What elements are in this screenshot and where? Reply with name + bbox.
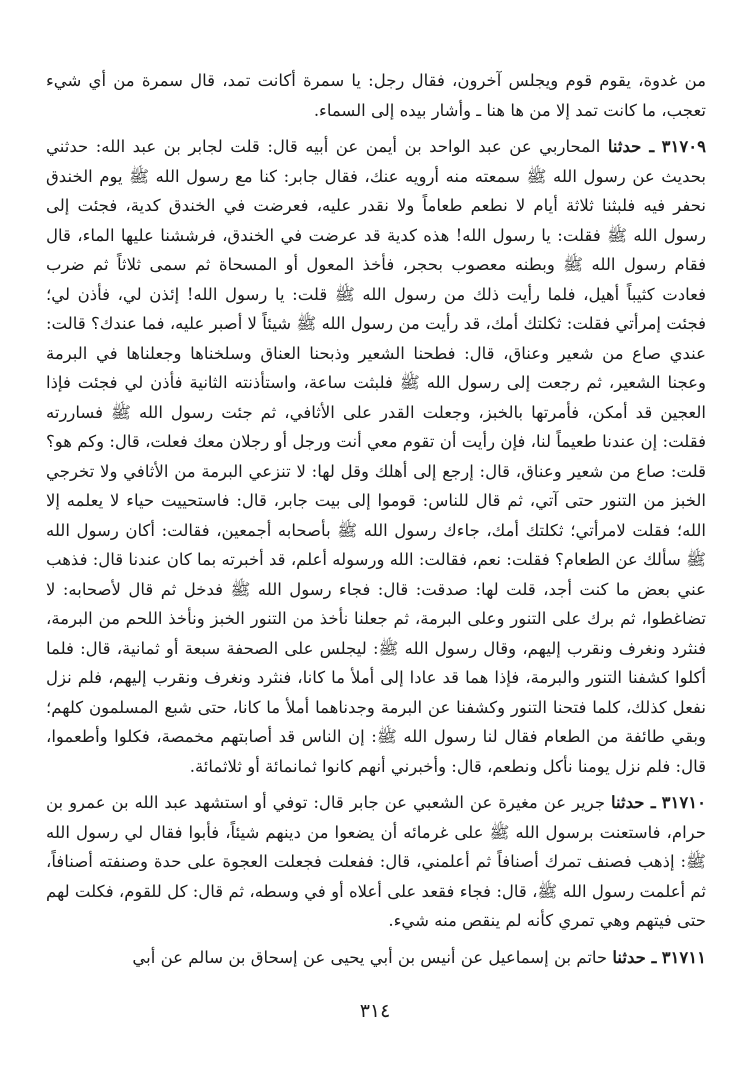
hadith-lead: ـ حدثنا	[607, 137, 655, 156]
hadith-lead: ـ حدثنا	[612, 947, 657, 967]
page-number: ٣١٤	[359, 1000, 391, 1022]
hadith-text: جرير عن مغيرة عن الشعبي عن جابر قال: توفي أو استشهد عبد الله بن عمرو بن حرام، فاستعنت برسول الله ﷺ على غرمائه أن يضعوا من دينهم شيئاً، فأبوا فقال لي رسول الله ﷺ: إذهب فصنف تمرك أصنافاً ثم أعلمني، قال: ففعلت فجعلت العجوة على حدة وصنفته أصنافاً، ثم أعلمت رسول الله ﷺ، قال: فجاء فقعد على أعلاه أو في وسطه، ثم قال: كل للقوم، فكلت لهم حتى فيتهم وهي تمري كأنه لم ينقص منه شيء.	[46, 793, 706, 930]
hadith-number: ٣١٧٠٩	[661, 137, 706, 156]
hadith-31711	[46, 943, 706, 973]
hadith-31710	[46, 788, 706, 936]
hadith-text: حاتم بن إسماعيل عن أنيس بن أبي يحيى عن إسحاق بن سالم عن أبي	[132, 947, 608, 967]
hadith-number: ٣١٧١٠	[661, 793, 706, 812]
page-text	[46, 66, 706, 972]
paragraph-continuation	[46, 66, 706, 125]
paragraph-text: من غدوة، يقوم قوم ويجلس آخرون، فقال رجل: يا سمرة أكانت تمد، قال سمرة من أي شيء تعجب، ما كانت تمد إلا من ها هنا ـ وأشار بيده إلى السماء.	[46, 71, 706, 120]
hadith-text: المحاربي عن عبد الواحد بن أيمن عن أبيه قال: قلت لجابر بن عبد الله: حدثني بحديث عن رسول الله ﷺ سمعته منه أرويه عنك، فقال جابر: كنا مع رسول الله ﷺ يوم الخندق نحفر فيه فلبثنا ثلاثة أيام لا نطعم طعاماً ولا نقدر عليه، فعرضت في الخندق كدية، فجئت إلى رسول الله ﷺ فقلت: يا رسول الله! هذه كدية قد عرضت في الخندق، فرششنا عليها الماء، قال فقام رسول الله ﷺ وبطنه معصوب بحجر، فأخذ المعول أو المسحاة ثم سمى ثلاثاً ثم ضرب فعادت كثيباً أهيل، فلما رأيت ذلك من رسول الله ﷺ قلت: يا رسول الله! إئذن لي، فأذن لي؛ فجئت إمرأتي فقلت: ثكلتك أمك، قد رأيت من رسول الله ﷺ شيئاً لا أصبر عليه، فما عندك؟ قالت: عندي صاع من شعير وعناق، قال: فطحنا الشعير وذبحنا العناق وسلخناها وجعلناها في البرمة وعجنا الشعير، ثم رجعت إلى رسول الله ﷺ فلبثت ساعة، واستأذنته الثانية فأذن لي فجئت فإذا العجين قد أمكن، فأمرتها بالخبز، وجعلت القدر على الأثافي، ثم جئت رسول الله ﷺ فساررته فقلت: إن عندنا طعيماً لنا، فإن رأيت أن تقوم معي أنت ورجل أو رجلان معك فعلت، قال: وكم هو؟ قلت: صاع من شعير وعناق، قال: إرجع إلى أهلك وقل لها: لا تنزعي البرمة من الأثافي ولا تخرجي الخبز من التنور حتى آتي، ثم قال للناس: قوموا إلى بيت جابر، قال: فاستحييت حياء لا يعلمه إلا الله؛ فقلت لامرأتي؛ ثكلتك أمك، جاءك رسول الله ﷺ بأصحابه أجمعين، فقالت: أكان رسول الله ﷺ سألك عن الطعام؟ فقلت: نعم، فقالت: الله ورسوله أعلم، قد أخبرته بما كان عندنا قال: فذهب عني بعض ما كنت أجد، قلت لها: صدقت: قال: فجاء رسول الله ﷺ فدخل ثم قال لأصحابه: لا تضاغطوا، ثم برك على التنور وعلى البرمة، ثم جعلنا نأخذ من التنور الخبز ونأخذ اللحم من البرمة، فنثرد ونغرف ونقرب إليهم، وقال رسول الله ﷺ: ليجلس على الصحفة سبعة أو ثمانية، قال: فلما أكلوا كشفنا التنور والبرمة، فإذا هما قد عادا إلى أملأ ما كانا، فنثرد ونغرف ونقرب إليهم، فلم نزل نفعل كذلك، كلما فتحنا التنور وكشفنا عن البرمة وجدناهما أملأ ما كانا، حتى شبع المسلمون كلهم؛ وبقي طائفة من الطعام فقال لنا رسول الله ﷺ: إن الناس قد أصابتهم مخمصة، فكلوا وأطعموا، قال: فلم نزل يومنا نأكل ونطعم، قال: وأخبرني أنهم كانوا ثمانمائة أو ثلاثمائة.	[46, 137, 706, 776]
hadith-31709	[46, 132, 706, 781]
hadith-number: ٣١٧١١	[661, 947, 706, 967]
hadith-lead: ـ حدثنا	[611, 793, 656, 812]
